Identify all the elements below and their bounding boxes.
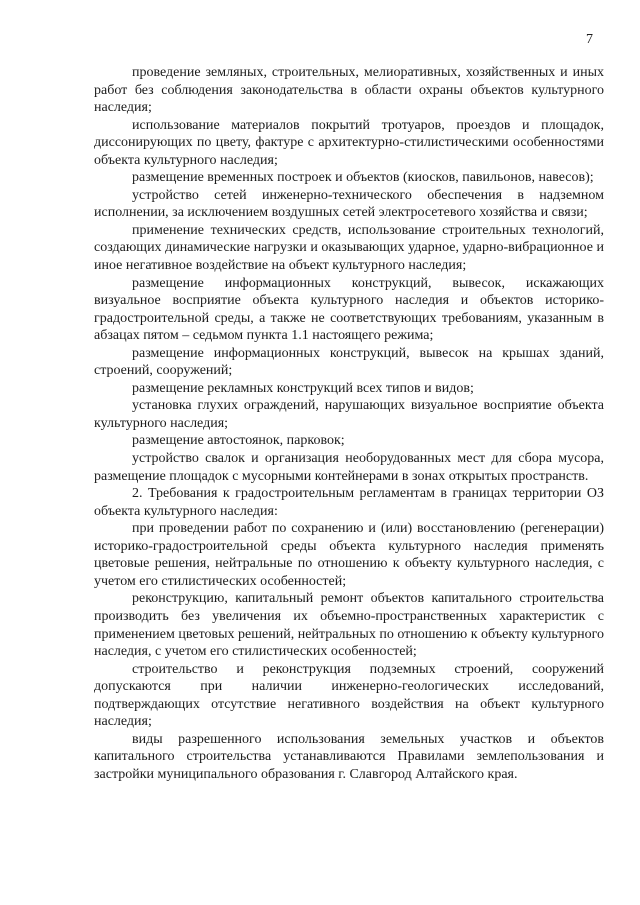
page-number: 7 [586, 32, 593, 47]
paragraph-utility-networks: устройство сетей инженерно-технического обеспечения в надземном исполнении, за исключением воздушных сетей электросетевого хозяйства и связи; [94, 187, 604, 221]
paragraph-waste-sites: устройство свалок и организация необорудованных мест для сбора мусора, размещение площадок с мусорными контейнерами в зонах открытых пространств. [94, 451, 604, 484]
paragraph-reconstruction: реконструкцию, капитальный ремонт объектов капитального строительства производить без увеличения их объемно-пространственных характеристик с применением цветовых решений, нейтральных по отношению к объекту культурного наследия, с учетом его стилистических особенностей; [94, 591, 604, 660]
paragraph-information-structures: размещение информационных конструкций, вывесок, искажающих визуальное восприятие объекта культурного наследия и объектов историко-градостроительной среды, а также не соответствующих требованиям, указанным в абзацах пятом – седьмом пункта 1.1 настоящего режима; [94, 275, 604, 344]
paragraph-advertising: размещение рекламных конструкций всех типов и видов; [132, 380, 474, 396]
paragraph-color-solutions: при проведении работ по сохранению и (или) восстановлению (регенерации) историко-градостроительной среды объекта культурного наследия применять цветовые решения, нейтральные по отношению к объекту культурного наследия, с учетом его стилистических особенностей; [94, 521, 604, 589]
paragraph-paving-materials: использование материалов покрытий тротуаров, проездов и площадок, диссонирующих по цвету, фактуре с архитектурно-стилистическими особенностями объекта культурного наследия; [94, 117, 604, 168]
paragraph-land-use: виды разрешенного использования земельных участков и объектов капитального строительства устанавливаются Правилами землепользования и застройки муниципального образования г. Славгород Алтайского края. [94, 731, 604, 782]
paragraph-parking: размещение автостоянок, парковок; [132, 433, 345, 449]
paragraph-earthworks: проведение земляных, строительных, мелиоративных, хозяйственных и иных работ без соблюдения законодательства в области охраны объектов культурного наследия; [94, 65, 604, 116]
paragraph-underground-structures: строительство и реконструкция подземных строений, сооружений допускаются при наличии инженерно-геологических исследований, подтверждающих отсутствие негативного воздействия на объект культурного наследия; [94, 661, 604, 730]
paragraph-section-2-heading: 2. Требования к градостроительным регламентам в границах территории ОЗ объекта культурного наследия: [94, 486, 604, 519]
paragraph-blind-fences: установка глухих ограждений, нарушающих визуальное восприятие объекта культурного наследия; [94, 398, 604, 431]
paragraph-temporary-buildings: размещение временных построек и объектов (киосков, павильонов, навесов); [132, 170, 594, 186]
paragraph-technical-means: применение технических средств, использование строительных технологий, создающих динамические нагрузки и оказывающих ударное, ударно-вибрационное и иное негативное воздействие на объект культурного наследия; [94, 222, 604, 274]
document-body [94, 64, 604, 783]
paragraph-roof-signs: размещение информационных конструкций, вывесок на крышах зданий, строений, сооружений; [94, 345, 604, 379]
